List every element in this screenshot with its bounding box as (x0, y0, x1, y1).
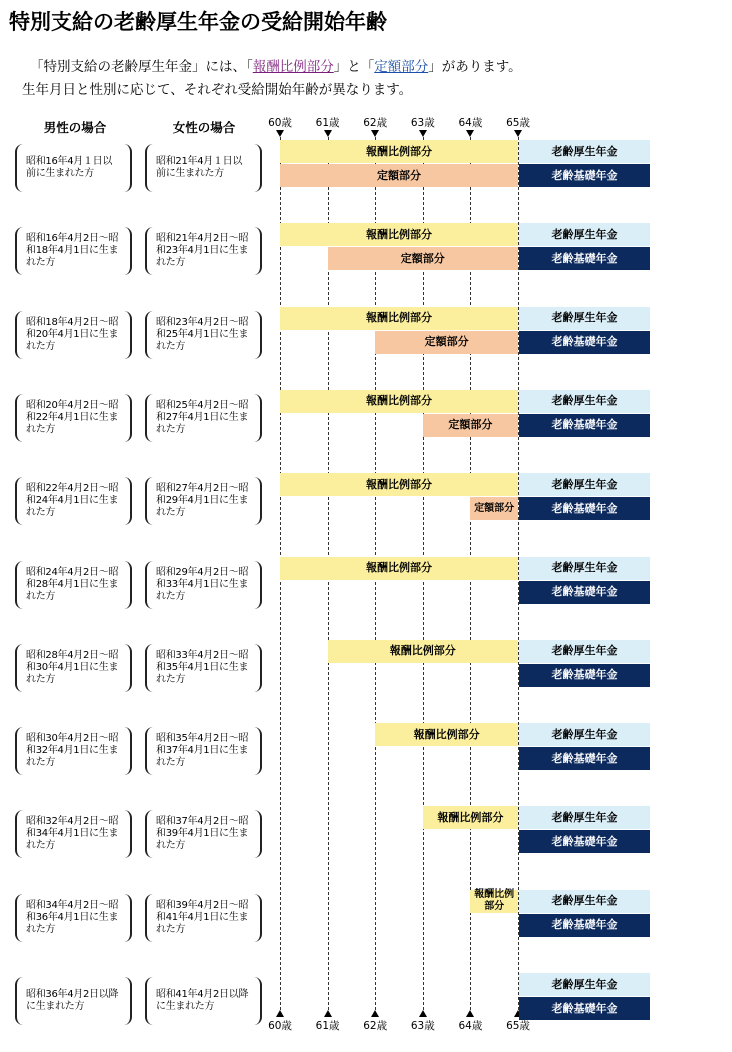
age-label-bottom: 60歳 (268, 1020, 292, 1032)
age-label-top: 64歳 (458, 117, 483, 129)
female-column-header: 女性の場合 (172, 120, 236, 135)
kosei-nenkin-bar: 老齢厚生年金 (519, 806, 650, 829)
hourei-bar: 報酬比例部分 (280, 390, 518, 413)
female-birth-text: 昭和41年4月2日以降に生まれた方 (156, 989, 249, 1012)
down-arrow-icon (514, 130, 522, 137)
intro-text: 」と「 (333, 59, 375, 75)
female-birth-range (145, 644, 262, 692)
female-birth-range (145, 727, 262, 775)
kiso-nenkin-bar: 老齢基礎年金 (519, 581, 650, 604)
male-column-header: 男性の場合 (43, 120, 107, 135)
up-arrow-icon (371, 1010, 379, 1017)
male-birth-text: 昭和20年4月2日～昭和22年4月1日に生まれた方 (26, 399, 119, 435)
age-label-top: 60歳 (268, 117, 292, 129)
age-label-bottom: 61歳 (315, 1020, 340, 1032)
intro-line-2: 生年月日と性別に応じて、それぞれ受給開始年齢が異なります。 (22, 82, 413, 98)
age-label-top: 63歳 (410, 117, 435, 129)
kosei-nenkin-bar: 老齢厚生年金 (519, 557, 650, 580)
male-birth-range (15, 477, 132, 525)
male-birth-text: 昭和16年4月2日～昭和18年4月1日に生まれた方 (26, 233, 119, 269)
hourei-link[interactable]: 報酬比例部分 (252, 59, 334, 75)
male-birth-range (15, 977, 132, 1025)
female-birth-text: 昭和27年4月2日～昭和29年4月1日に生まれた方 (156, 483, 249, 519)
female-birth-range (145, 810, 262, 858)
down-arrow-icon (276, 130, 284, 137)
kosei-nenkin-bar: 老齢厚生年金 (519, 140, 650, 163)
female-birth-range (145, 394, 262, 442)
male-birth-text: 昭和16年4月１日以前に生まれた方 (26, 156, 113, 179)
age-label-top: 61歳 (315, 117, 340, 129)
intro-text: 」があります。 (428, 59, 522, 75)
male-birth-range (15, 144, 132, 192)
kosei-nenkin-bar: 老齢厚生年金 (519, 390, 650, 413)
down-arrow-icon (466, 130, 474, 137)
intro-line-1 (30, 55, 522, 75)
male-birth-range (15, 394, 132, 442)
kosei-nenkin-bar: 老齢厚生年金 (519, 890, 650, 913)
kiso-nenkin-bar: 老齢基礎年金 (519, 914, 650, 937)
male-birth-range (15, 561, 132, 609)
intro-text: 「特別支給の老齢厚生年金」には、「 (30, 59, 253, 75)
male-birth-text: 昭和32年4月2日～昭和34年4月1日に生まれた方 (26, 816, 119, 852)
male-birth-text: 昭和28年4月2日～昭和30年4月1日に生まれた方 (26, 649, 119, 685)
age-label-bottom: 64歳 (458, 1020, 483, 1032)
female-birth-range (145, 144, 262, 192)
female-birth-range (145, 477, 262, 525)
kiso-nenkin-bar: 老齢基礎年金 (519, 414, 650, 437)
female-birth-text: 昭和25年4月2日～昭和27年4月1日に生まれた方 (156, 399, 249, 435)
hourei-bar: 報酬比例部分 (423, 806, 518, 829)
kosei-nenkin-bar: 老齢厚生年金 (519, 223, 650, 246)
kosei-nenkin-bar: 老齢厚生年金 (519, 473, 650, 496)
male-birth-range (15, 644, 132, 692)
male-birth-text: 昭和34年4月2日～昭和36年4月1日に生まれた方 (26, 899, 119, 935)
teigaku-bar: 定額部分 (423, 414, 518, 437)
page-title: 特別支給の老齢厚生年金の受給開始年齢 (9, 10, 387, 34)
hourei-bar: 報酬比例部分 (375, 723, 518, 746)
hourei-bar: 報酬比例部分 (328, 640, 518, 663)
kiso-nenkin-bar: 老齢基礎年金 (519, 331, 650, 354)
male-birth-range (15, 727, 132, 775)
female-birth-text: 昭和39年4月2日～昭和41年4月1日に生まれた方 (156, 899, 249, 935)
kosei-nenkin-bar: 老齢厚生年金 (519, 307, 650, 330)
hourei-bar: 報酬比例部分 (280, 140, 518, 163)
down-arrow-icon (419, 130, 427, 137)
teigaku-bar: 定額部分 (328, 247, 518, 270)
male-birth-range (15, 311, 132, 359)
female-birth-text: 昭和23年4月2日～昭和25年4月1日に生まれた方 (156, 316, 249, 352)
kiso-nenkin-bar: 老齢基礎年金 (519, 164, 650, 187)
kiso-nenkin-bar: 老齢基礎年金 (519, 664, 650, 687)
kosei-nenkin-bar: 老齢厚生年金 (519, 723, 650, 746)
female-birth-range (145, 561, 262, 609)
kiso-nenkin-bar: 老齢基礎年金 (519, 247, 650, 270)
female-birth-text: 昭和21年4月2日～昭和23年4月1日に生まれた方 (156, 233, 249, 269)
male-birth-text: 昭和18年4月2日～昭和20年4月1日に生まれた方 (26, 316, 119, 352)
teigaku-bar: 定額部分 (280, 164, 518, 187)
hourei-bar: 報酬比例部分 (280, 473, 518, 496)
male-birth-text: 昭和24年4月2日～昭和28年4月1日に生まれた方 (26, 566, 119, 602)
kiso-nenkin-bar: 老齢基礎年金 (519, 747, 650, 770)
male-birth-text: 昭和30年4月2日～昭和32年4月1日に生まれた方 (26, 733, 119, 769)
teigaku-bar: 定額部分 (375, 331, 518, 354)
age-label-bottom: 65歳 (506, 1020, 530, 1032)
male-birth-range (15, 810, 132, 858)
up-arrow-icon (276, 1010, 284, 1017)
kosei-nenkin-bar: 老齢厚生年金 (519, 973, 650, 996)
hourei-bar: 報酬比例部分 (280, 223, 518, 246)
up-arrow-icon (419, 1010, 427, 1017)
up-arrow-icon (324, 1010, 332, 1017)
up-arrow-icon (466, 1010, 474, 1017)
female-birth-range (145, 977, 262, 1025)
teigaku-bar: 定額部分 (470, 497, 518, 520)
female-birth-text: 昭和21年4月１日以前に生まれた方 (156, 156, 243, 179)
kiso-nenkin-bar: 老齢基礎年金 (519, 497, 650, 520)
male-birth-range (15, 894, 132, 942)
female-birth-range (145, 311, 262, 359)
down-arrow-icon (324, 130, 332, 137)
male-birth-text: 昭和22年4月2日～昭和24年4月1日に生まれた方 (26, 483, 119, 519)
teigaku-link[interactable]: 定額部分 (374, 59, 429, 75)
male-birth-range (15, 227, 132, 275)
down-arrow-icon (371, 130, 379, 137)
age-label-bottom: 62歳 (363, 1020, 388, 1032)
age-label-top: 62歳 (363, 117, 388, 129)
age-label-top: 65歳 (506, 117, 530, 129)
female-birth-text: 昭和37年4月2日～昭和39年4月1日に生まれた方 (156, 816, 249, 852)
kiso-nenkin-bar: 老齢基礎年金 (519, 830, 650, 853)
kosei-nenkin-bar: 老齢厚生年金 (519, 640, 650, 663)
hourei-bar: 報酬比例部分 (280, 307, 518, 330)
female-birth-text: 昭和29年4月2日～昭和33年4月1日に生まれた方 (156, 566, 249, 602)
male-birth-text: 昭和36年4月2日以降に生まれた方 (26, 989, 119, 1012)
hourei-bar: 報酬比例部分 (280, 557, 518, 580)
kiso-nenkin-bar: 老齢基礎年金 (519, 997, 650, 1020)
female-birth-text: 昭和33年4月2日～昭和35年4月1日に生まれた方 (156, 649, 249, 685)
female-birth-text: 昭和35年4月2日～昭和37年4月1日に生まれた方 (156, 733, 249, 769)
hourei-bar: 報酬比例部分 (470, 890, 518, 913)
age-label-bottom: 63歳 (410, 1020, 435, 1032)
female-birth-range (145, 227, 262, 275)
female-birth-range (145, 894, 262, 942)
